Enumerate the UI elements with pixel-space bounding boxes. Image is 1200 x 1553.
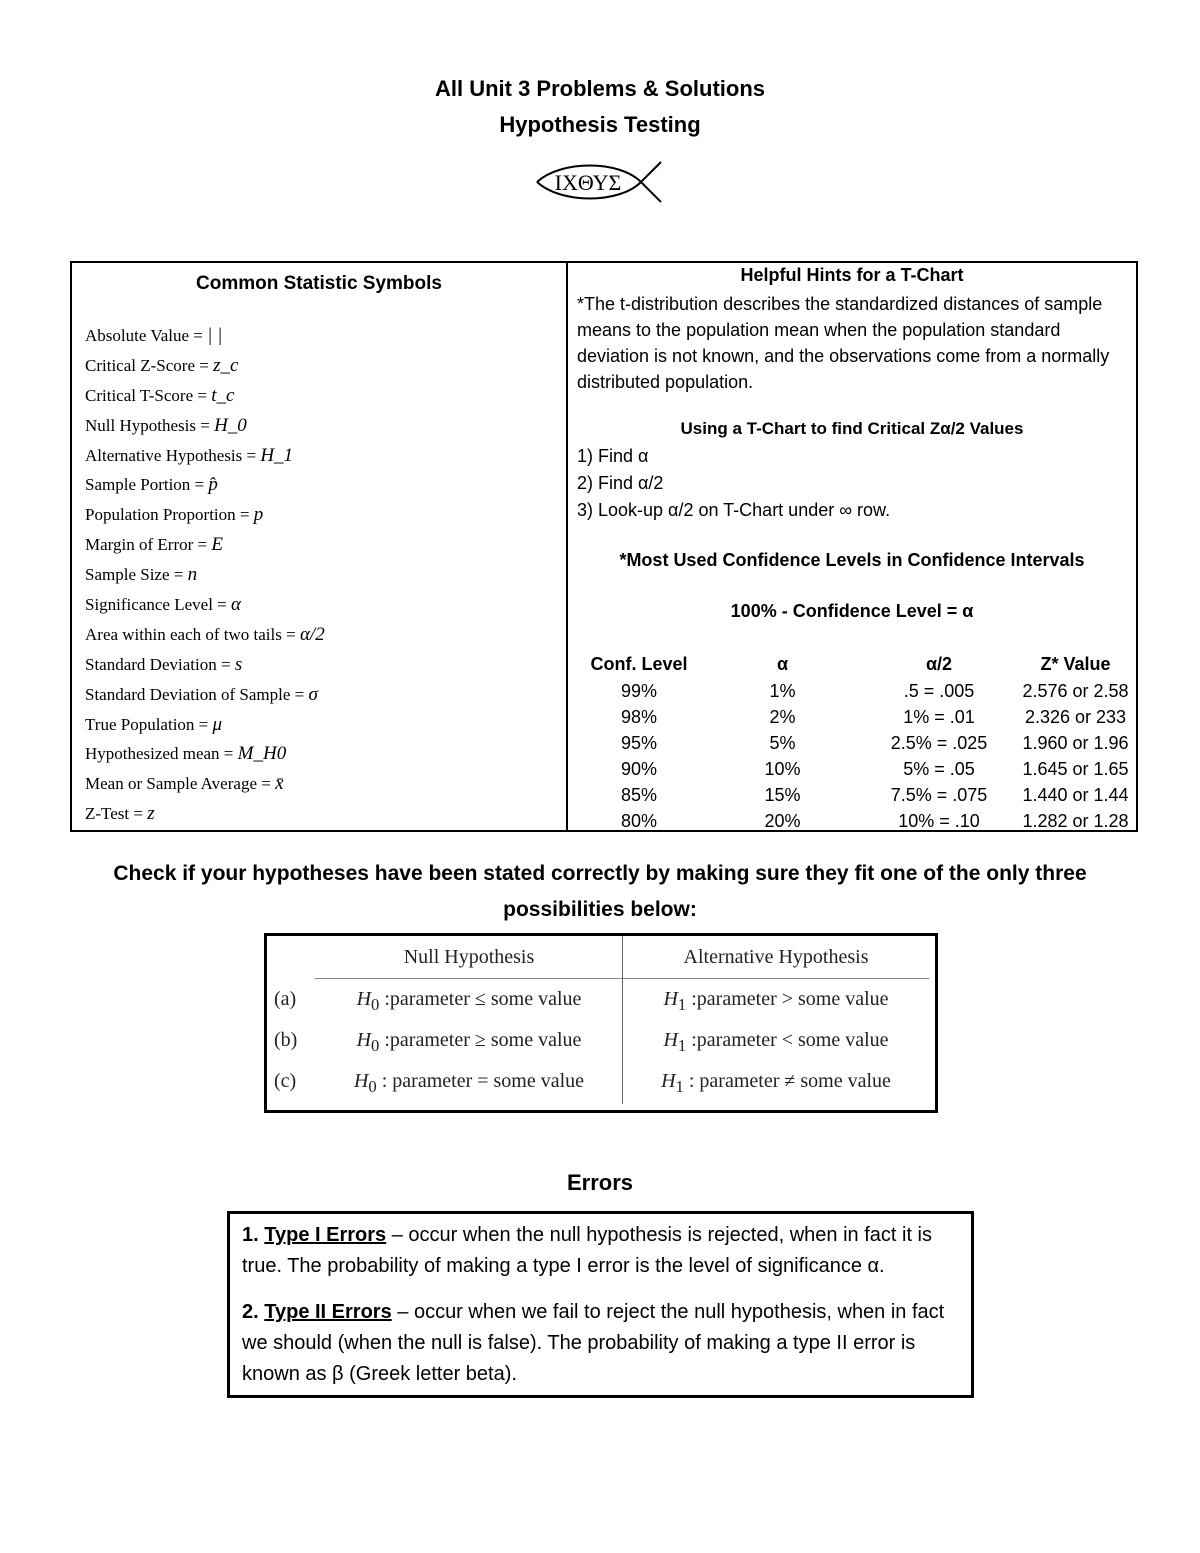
symbol-label: Population Proportion = bbox=[85, 505, 254, 525]
steps-list bbox=[577, 443, 890, 524]
column-header: α/2 bbox=[925, 654, 953, 674]
table-cell: 2% bbox=[769, 706, 796, 727]
alt-statement: :parameter > some value bbox=[691, 988, 889, 1010]
table-cell: 90% bbox=[620, 758, 658, 779]
table-cell: 98% bbox=[620, 706, 658, 727]
symbol-item bbox=[85, 381, 325, 411]
hints-column bbox=[568, 263, 1136, 830]
table-header-row bbox=[578, 651, 1138, 678]
alt-statement: : parameter ≠ some value bbox=[688, 1070, 891, 1092]
null-hypothesis-cell: $H_0$ :parameter ≤ some value bbox=[356, 988, 582, 1014]
hypothesis-row bbox=[267, 988, 935, 1018]
table-cell: 95% bbox=[620, 732, 658, 753]
symbol-label: Area within each of two tails = bbox=[85, 624, 300, 644]
symbol-value: μ bbox=[212, 713, 223, 735]
symbol-item bbox=[85, 769, 325, 799]
symbol-label: Absolute Value = bbox=[85, 326, 208, 345]
column-header: Conf. Level bbox=[590, 654, 688, 674]
table-cell: 99% bbox=[620, 680, 658, 701]
check-text: Check if your hypotheses have been stated correctly by making sure they fit one of the only three possibilities below: bbox=[113, 862, 1087, 921]
symbol-value: z_c bbox=[213, 354, 239, 376]
null-statement: :parameter ≤ some value bbox=[384, 988, 582, 1010]
table-cell: 2.5% = .025 bbox=[890, 732, 988, 753]
symbol-item bbox=[85, 530, 325, 560]
table-cell: 5% = .05 bbox=[903, 758, 975, 779]
hypotheses-table bbox=[264, 933, 938, 1113]
alternative-hypothesis-cell: $H_1$ :parameter > some value bbox=[663, 988, 889, 1014]
hints-body: *The t-distribution describes the standardized distances of sample means to the population mean when the population standard deviation is not known, and the observations come from a normally distributed population. bbox=[577, 294, 1110, 392]
table-cell: 10% = .10 bbox=[898, 810, 980, 831]
table-cell: 2.576 or 2.58 bbox=[1022, 680, 1129, 701]
most-used-heading: *Most Used Confidence Levels in Confidence Intervals bbox=[619, 550, 1085, 570]
table-row bbox=[578, 756, 1138, 782]
column-header: α bbox=[776, 654, 789, 674]
type2-term: Type II Errors bbox=[264, 1301, 392, 1323]
table-cell: 1.645 or 1.65 bbox=[1022, 758, 1129, 779]
using-tchart-heading: Using a T-Chart to find Critical Zα/2 Values bbox=[680, 419, 1024, 438]
hypothesis-row bbox=[267, 1029, 935, 1059]
table-cell: 7.5% = .075 bbox=[890, 784, 988, 805]
symbol-value: n bbox=[187, 564, 198, 586]
symbol-label: True Population = bbox=[85, 714, 213, 734]
table-row bbox=[578, 782, 1138, 808]
type1-error-paragraph bbox=[242, 1220, 959, 1282]
symbols-column bbox=[72, 263, 566, 830]
symbol-item bbox=[85, 620, 325, 650]
symbol-value: α bbox=[231, 594, 241, 616]
logo-text: ΙΧΘΥΣ bbox=[554, 170, 622, 195]
symbol-value: z bbox=[147, 803, 155, 825]
hints-heading: Helpful Hints for a T-Chart bbox=[740, 265, 964, 285]
symbol-item bbox=[85, 470, 325, 500]
symbol-label: Critical Z-Score = bbox=[85, 355, 214, 375]
null-hypothesis-cell: $H_0$ :parameter ≥ some value bbox=[356, 1029, 582, 1055]
symbol-value: H_1 bbox=[260, 444, 294, 466]
page-subtitle: Hypothesis Testing bbox=[499, 112, 701, 137]
table-cell: 1% bbox=[769, 680, 796, 701]
alternative-hypothesis-cell: $H_1$ :parameter < some value bbox=[663, 1029, 889, 1055]
alternative-hypothesis-cell: $H_1$ : parameter ≠ some value bbox=[661, 1070, 891, 1096]
table-cell: 5% bbox=[769, 732, 796, 753]
symbol-value: H_0 bbox=[214, 414, 247, 436]
symbol-label: Alternative Hypothesis = bbox=[85, 445, 261, 465]
table-cell: 1% = .01 bbox=[903, 706, 975, 727]
symbols-heading: Common Statistic Symbols bbox=[196, 273, 442, 294]
null-hypothesis-cell: $H_0$ : parameter = some value bbox=[353, 1070, 585, 1096]
table-cell: 1.282 or 1.28 bbox=[1022, 810, 1129, 831]
errors-heading: Errors bbox=[566, 1170, 634, 1195]
symbol-label: Sample Portion = bbox=[85, 475, 209, 495]
table-cell: 1.960 or 1.96 bbox=[1022, 732, 1129, 753]
alt-statement: :parameter < some value bbox=[691, 1029, 889, 1051]
symbol-item bbox=[85, 321, 325, 351]
symbol-item bbox=[85, 710, 325, 740]
hypothesis-row bbox=[267, 1070, 935, 1100]
type1-number: 1. bbox=[242, 1224, 259, 1246]
row-label: (c) bbox=[274, 1070, 297, 1092]
symbol-value: α/2 bbox=[299, 623, 325, 645]
symbol-value: x̄ bbox=[275, 773, 284, 795]
symbol-label: Standard Deviation of Sample = bbox=[85, 684, 309, 704]
symbol-label: Mean or Sample Average = bbox=[85, 774, 276, 794]
confidence-formula: 100% - Confidence Level = α bbox=[730, 601, 974, 621]
step-item: 3) Look-up α/2 on T-Chart under ∞ row. bbox=[577, 500, 891, 520]
errors-box bbox=[227, 1211, 974, 1398]
symbol-value: M_H0 bbox=[237, 743, 287, 765]
symbol-item bbox=[85, 500, 325, 530]
row-label: (b) bbox=[274, 1029, 298, 1051]
type2-error-paragraph bbox=[242, 1297, 959, 1390]
table-row bbox=[578, 730, 1138, 756]
symbol-value: t_c bbox=[211, 384, 235, 406]
check-instructions bbox=[0, 856, 1200, 928]
symbol-value: p̂ bbox=[208, 474, 218, 496]
symbol-item bbox=[85, 590, 325, 620]
table-cell: 1.440 or 1.44 bbox=[1022, 784, 1129, 805]
symbol-value: s bbox=[234, 653, 243, 675]
page-title: All Unit 3 Problems & Solutions bbox=[434, 76, 766, 101]
symbol-item bbox=[85, 680, 325, 710]
column-header: Z* Value bbox=[1040, 654, 1111, 674]
symbols-list bbox=[85, 321, 325, 829]
table-row bbox=[578, 704, 1138, 730]
table-cell: 2.326 or 233 bbox=[1024, 706, 1127, 727]
null-hypothesis-heading: Null Hypothesis bbox=[403, 946, 535, 968]
symbol-label: Hypothesized mean = bbox=[85, 744, 238, 764]
table-cell: 80% bbox=[620, 810, 658, 831]
symbol-label: Standard Deviation = bbox=[85, 654, 235, 674]
table-cell: 15% bbox=[764, 784, 801, 805]
confidence-table bbox=[578, 651, 1138, 834]
symbol-item bbox=[85, 739, 325, 769]
table-cell: 10% bbox=[764, 758, 801, 779]
alternative-hypothesis-heading: Alternative Hypothesis bbox=[683, 946, 869, 968]
table-cell: 85% bbox=[620, 784, 658, 805]
type2-number: 2. bbox=[242, 1301, 259, 1323]
symbol-label: Critical T-Score = bbox=[85, 385, 212, 405]
null-statement: :parameter ≥ some value bbox=[384, 1029, 582, 1051]
table-row bbox=[578, 678, 1138, 704]
symbol-value: p bbox=[253, 504, 264, 526]
table-row bbox=[578, 808, 1138, 834]
symbol-label: Z-Test = bbox=[85, 804, 148, 824]
symbol-item bbox=[85, 650, 325, 680]
symbol-label: Sample Size = bbox=[85, 565, 188, 585]
symbols-hints-table bbox=[70, 261, 1138, 832]
null-statement: : parameter = some value bbox=[381, 1070, 585, 1092]
symbol-value: E bbox=[211, 534, 223, 556]
ichthys-logo bbox=[533, 158, 667, 206]
table-cell: .5 = .005 bbox=[903, 680, 975, 701]
symbol-label: Margin of Error = bbox=[85, 535, 212, 555]
symbol-item bbox=[85, 351, 325, 381]
type1-term: Type I Errors bbox=[264, 1224, 387, 1246]
symbol-label: Significance Level = bbox=[85, 595, 232, 615]
symbol-value: σ bbox=[308, 683, 318, 705]
type1-text: – occur when the null hypothesis is rejected, when in fact it is true. The probability of making a type I error is the level of significance α. bbox=[242, 1224, 932, 1277]
row-label: (a) bbox=[274, 988, 297, 1010]
symbol-value: | | bbox=[207, 325, 223, 346]
table-cell: 20% bbox=[764, 810, 801, 831]
symbol-label: Null Hypothesis = bbox=[85, 415, 215, 435]
symbol-item bbox=[85, 441, 325, 471]
type2-text: – occur when we fail to reject the null hypothesis, when in fact we should (when the null is false). The probability of making a type II error is known as β (Greek letter beta). bbox=[242, 1301, 945, 1385]
symbol-item bbox=[85, 799, 325, 829]
step-item: 2) Find α/2 bbox=[577, 473, 664, 493]
symbol-item bbox=[85, 411, 325, 441]
symbol-item bbox=[85, 560, 325, 590]
step-item: 1) Find α bbox=[577, 446, 649, 466]
